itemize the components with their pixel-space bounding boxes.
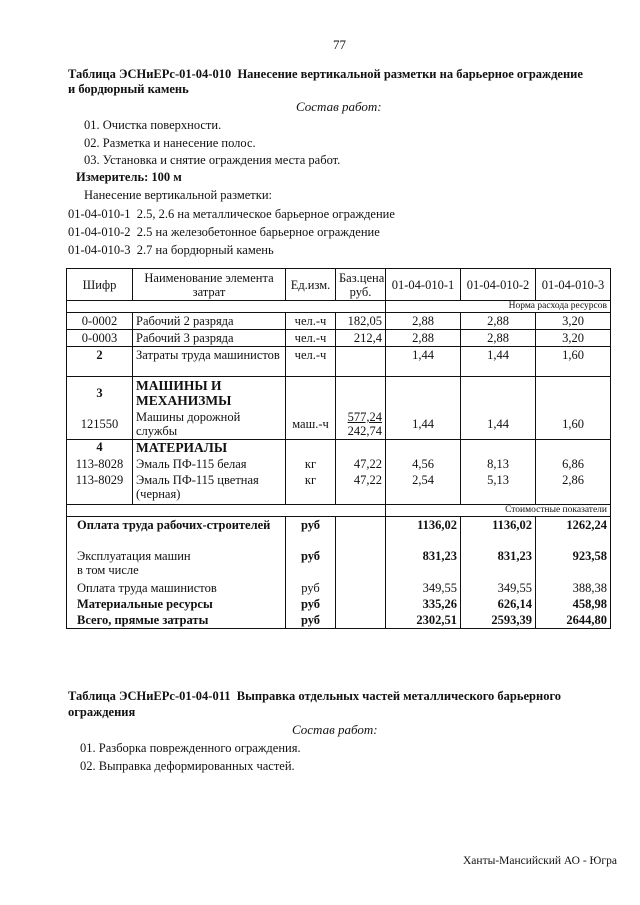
totals-row: Оплата труда рабочих-строителей руб 1136,02 1136,02 1262,24 <box>67 516 611 548</box>
header-col2: 01-04-010-2 <box>461 269 536 301</box>
table2-title-text: Выправка отдельных частей металлического барьерного <box>236 689 562 703</box>
cost-label: Стоимостные показатели <box>386 504 611 516</box>
header-price: Баз.цена руб. <box>336 269 386 301</box>
table-header-row <box>67 269 611 301</box>
table1-step: 03. Установка и снятие ограждения места работ. <box>84 153 341 167</box>
page-number: 77 <box>333 37 346 52</box>
table1-variant: 01-04-010-1 2.5, 2.6 на металлическое барьерное ограждение <box>68 207 395 221</box>
norm-label-row <box>67 301 611 313</box>
totals-sub: в том числе <box>77 563 139 577</box>
table-row: 113-8029 Эмаль ПФ-115 цветная (черная) кг 47,22 2,54 5,13 2,86 <box>67 472 611 504</box>
table1-title-code: Таблица ЭСНиЕРс-01-04-010 <box>68 67 232 81</box>
table1-variant: 01-04-010-2 2.5 на железобетонное барьерное ограждение <box>68 225 380 239</box>
table1-step: 01. Очистка поверхности. <box>84 118 222 132</box>
header-unit: Ед.изм. <box>286 269 336 301</box>
header-name: Наименование элемента затрат <box>133 269 286 301</box>
table-row: 113-8028 Эмаль ПФ-115 белая кг 47,22 4,56 8,13 6,86 <box>67 456 611 472</box>
table2-step: 02. Выправка деформированных частей. <box>80 759 295 773</box>
table2-title-line2: ограждения <box>68 705 136 719</box>
table2-step: 01. Разборка поврежденного ограждения. <box>80 741 301 755</box>
table-row: 121550 Машины дорожной службы маш.-ч 577,24 242,74 1,44 1,44 1,60 <box>67 409 611 440</box>
table1-title <box>68 67 583 82</box>
table1-title-line2: и бордюрный камень <box>68 82 189 96</box>
table-row: 0-0003 Рабочий 3 разряда чел.-ч 212,4 2,88 2,88 3,20 <box>67 330 611 347</box>
table1-composition-heading: Состав работ: <box>296 99 382 114</box>
table1-step: 02. Разметка и нанесение полос. <box>84 136 256 150</box>
totals-row: Материальные ресурсы руб 335,26 626,14 458,98 <box>67 596 611 612</box>
table1-meter: Измеритель: 100 м <box>76 170 182 184</box>
footer-region: Ханты-Мансийский АО - Югра <box>463 855 617 867</box>
table2-title-code: Таблица ЭСНиЕРс-01-04-011 <box>68 689 231 703</box>
norm-label: Норма расхода ресурсов <box>386 301 611 313</box>
price-value: 577,24 <box>347 410 382 424</box>
table1-variant: 01-04-010-3 2.7 на бордюрный камень <box>68 243 274 257</box>
table-row: 0-0002 Рабочий 2 разряда чел.-ч 182,05 2,88 2,88 3,20 <box>67 313 611 330</box>
header-col3: 01-04-010-3 <box>536 269 611 301</box>
table2-title <box>68 689 561 704</box>
header-col1: 01-04-010-1 <box>386 269 461 301</box>
table-row: 2 Затраты труда машинистов чел.-ч 1,44 1,44 1,60 <box>67 347 611 377</box>
header-code: Шифр <box>67 269 133 301</box>
cost-label-row <box>67 504 611 516</box>
section-row-materials: 4 МАТЕРИАЛЫ <box>67 440 611 457</box>
table1-meter-desc: Нанесение вертикальной разметки: <box>84 188 272 202</box>
table2-composition-heading: Состав работ: <box>292 722 378 737</box>
table1-title-text: Нанесение вертикальной разметки на барьерное ограждение <box>237 67 583 81</box>
section-row-machines: 3 МАШИНЫ И МЕХАНИЗМЫ <box>67 377 611 410</box>
totals-row: Эксплуатация машин в том числе руб 831,23 831,23 923,58 <box>67 548 611 580</box>
totals-row: Всего, прямые затраты руб 2302,51 2593,39 2644,80 <box>67 612 611 629</box>
totals-row: Оплата труда машинистов руб 349,55 349,55 388,38 <box>67 580 611 596</box>
resource-table <box>66 268 611 629</box>
price-value-2: 242,74 <box>347 424 382 438</box>
